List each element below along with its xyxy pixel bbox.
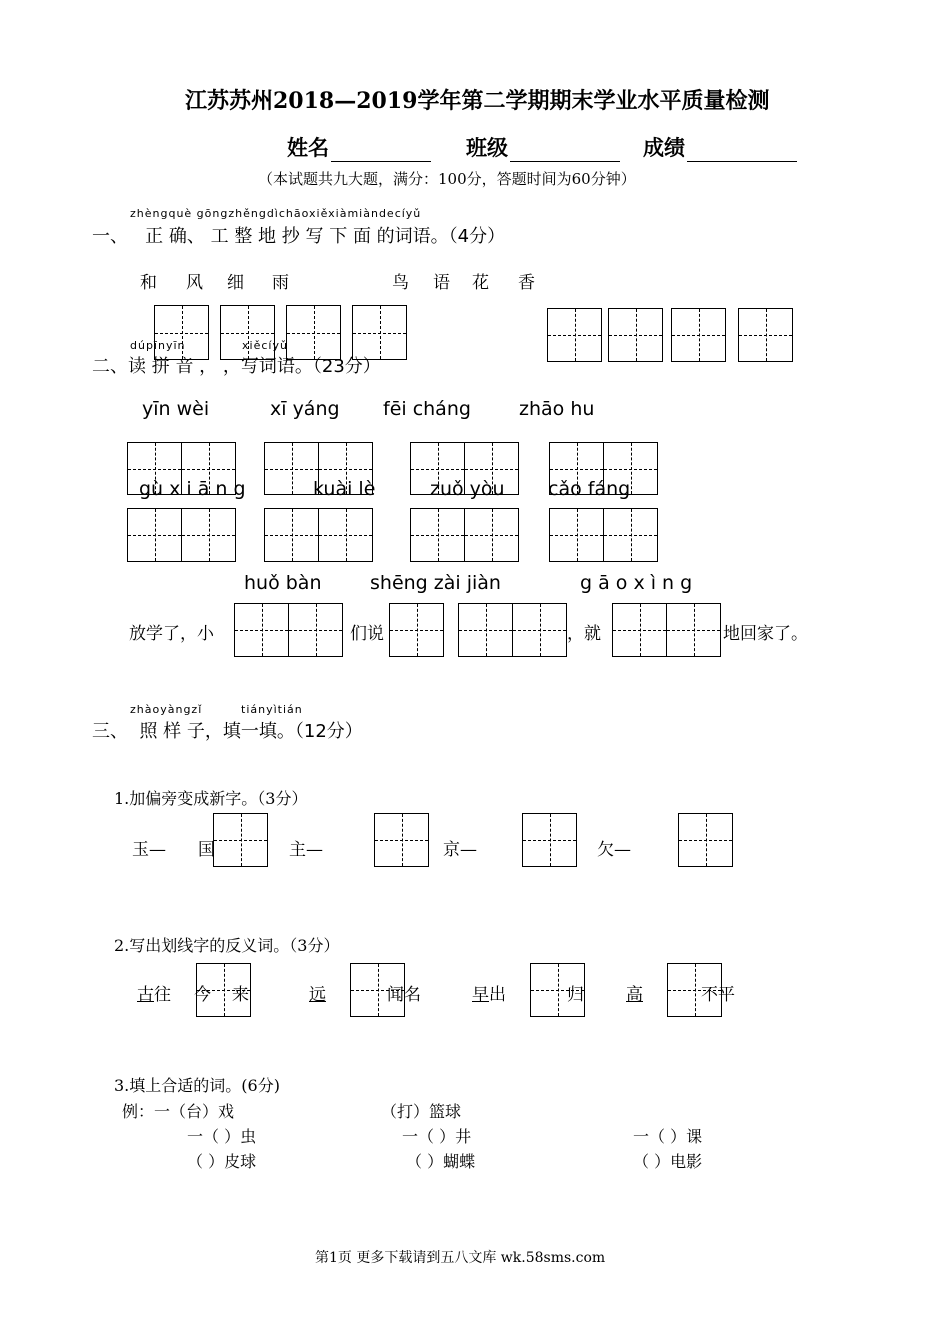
s2-sentence-part2: 们说	[350, 624, 384, 644]
s2-writing-box[interactable]	[612, 603, 667, 657]
s3-q3-example: 例：一（台）戏	[122, 1102, 235, 1121]
s2-sentence-part4: 地回家了。	[723, 624, 808, 644]
s2-writing-box[interactable]	[603, 508, 658, 562]
s3-q1-box[interactable]	[678, 813, 733, 867]
s1-word1-c1: 和	[140, 273, 157, 293]
s2-pinyin-huoban: huǒ bàn	[244, 572, 322, 594]
s3-q1-box[interactable]	[213, 813, 268, 867]
s2-sentence-part3: ，就	[567, 624, 601, 644]
s2-pinyin-gaoxing: g ā o x ì n g	[580, 572, 693, 594]
class-field: 班级	[466, 132, 620, 162]
s3-q2-title: 2.写出划线字的反义词。（3分）	[114, 936, 340, 955]
s3-q3-blank-hudie[interactable]: （ ）蝴蝶	[406, 1152, 476, 1171]
s2-pinyin-shengzaijian: shēng zài jiàn	[370, 572, 501, 594]
s1-word1-c2: 风	[186, 273, 203, 293]
s3-pinyin-2: tiányìtián	[241, 703, 303, 716]
s3-q1-title: 1.加偏旁变成新字。（3分）	[114, 789, 308, 808]
s2-writing-box[interactable]	[410, 508, 465, 562]
s3-q1-box[interactable]	[374, 813, 429, 867]
s1-word2-c2: 语	[433, 273, 450, 293]
s3-q3-blank-jing[interactable]: 一（ ）井	[402, 1127, 472, 1146]
s3-q3-blank-dianying[interactable]: （ ）电影	[633, 1152, 703, 1171]
s2-writing-box[interactable]	[389, 603, 444, 657]
s1-writing-box[interactable]	[671, 308, 726, 362]
s1-writing-box[interactable]	[738, 308, 793, 362]
s1-word2-c1: 鸟	[392, 273, 409, 293]
s3-q3-blank-chong[interactable]: 一（ ）虫	[187, 1127, 257, 1146]
s3-q1-item-yu: 玉—	[132, 840, 166, 860]
s2-writing-box[interactable]	[234, 603, 289, 657]
s2-pinyin-feichang: fēi cháng	[383, 398, 471, 420]
s2-writing-box[interactable]	[549, 508, 604, 562]
s3-q1-item-jing: 京—	[443, 840, 477, 860]
s2-writing-box[interactable]	[318, 508, 373, 562]
s2-pinyin-xiyang: xī yáng	[270, 398, 340, 420]
s2-writing-box[interactable]	[264, 508, 319, 562]
s2-pinyin-guxiang: gù x i ā n g	[139, 478, 246, 500]
name-field: 姓名	[287, 132, 431, 162]
s2-writing-box[interactable]	[464, 508, 519, 562]
s1-pinyin: zhèngquè gōngzhěngdìchāoxiěxiàmiàndecíyǔ	[130, 207, 422, 220]
s1-writing-box[interactable]	[547, 308, 602, 362]
s3-q1-item-zhu: 主—	[289, 840, 323, 860]
s3-q1-item-qian: 欠—	[597, 840, 631, 860]
score-field: 成绩	[643, 132, 797, 162]
s1-word2-c4: 香	[518, 273, 535, 293]
s2-pinyin-zhaohu: zhāo hu	[519, 398, 595, 420]
s3-q2-word-zaochu: 早出	[472, 985, 506, 1005]
s3-question: 三、 照 样 子，填一填。（12分）	[92, 721, 363, 742]
s3-q3-blank-piqiu[interactable]: （ ）皮球	[187, 1152, 257, 1171]
name-blank[interactable]	[331, 139, 431, 162]
s2-writing-box[interactable]	[512, 603, 567, 657]
s3-q2-word-gui: 归	[567, 985, 584, 1005]
class-blank[interactable]	[510, 139, 620, 162]
s3-q2-word-yuan: 远	[309, 985, 326, 1005]
s2-pinyin-caofang: cǎo fáng	[548, 478, 631, 500]
score-blank[interactable]	[687, 139, 797, 162]
s1-writing-box[interactable]	[608, 308, 663, 362]
s1-word2-c3: 花	[472, 273, 489, 293]
s2-pinyin-yinwei: yīn wèi	[142, 398, 210, 420]
s1-question: 一、 正 确、 工 整 地 抄 写 下 面 的词语。（4分）	[92, 226, 506, 247]
s3-q3-title: 3.填上合适的词。(6分)	[114, 1076, 280, 1095]
s3-q2-word-gu: 古往	[137, 985, 171, 1005]
s2-sentence-part1: 放学了，小	[129, 624, 214, 644]
page-footer: 第1页 更多下载请到五八文库 wk.58sms.com	[315, 1250, 606, 1266]
s3-q2-word-wenming: 闻名	[387, 985, 421, 1005]
s3-q1-box[interactable]	[522, 813, 577, 867]
s2-pinyin-zuoyou: zuǒ yòu	[430, 478, 505, 500]
s3-q3-example-2: （打）篮球	[381, 1102, 462, 1121]
s1-word1-c4: 雨	[272, 273, 289, 293]
s3-pinyin-1: zhàoyàngzǐ	[130, 703, 203, 716]
s2-writing-box[interactable]	[127, 508, 182, 562]
s3-q2-word-gao: 高	[626, 985, 643, 1005]
s3-q1-example-guo: 国	[198, 840, 215, 860]
s2-writing-box[interactable]	[666, 603, 721, 657]
exam-note: （本试题共九大题，满分：100分，答题时间为60分钟）	[258, 170, 636, 188]
s2-writing-box[interactable]	[458, 603, 513, 657]
s2-question: 二、读 拼 音 ， ，写词语。（23分）	[92, 356, 381, 377]
s2-pinyin-1: dúpīnyīn	[130, 339, 186, 352]
s2-pinyin-kuaile: kuài lè	[313, 478, 376, 500]
s3-q3-blank-ke[interactable]: 一（ ）课	[633, 1127, 703, 1146]
page-title: 江苏苏州2018—2019学年第二学期期末学业水平质量检测	[185, 88, 770, 114]
s2-writing-box[interactable]	[181, 508, 236, 562]
s1-word1-c3: 细	[227, 273, 244, 293]
s2-writing-box[interactable]	[264, 442, 319, 495]
s2-writing-box[interactable]	[288, 603, 343, 657]
s3-q2-word-buping: 不平	[701, 985, 735, 1005]
s3-q2-word-lai: 来	[232, 985, 249, 1005]
s2-pinyin-2: xiěcíyǔ	[242, 339, 288, 352]
s3-q2-example-jin: 今	[194, 985, 211, 1005]
